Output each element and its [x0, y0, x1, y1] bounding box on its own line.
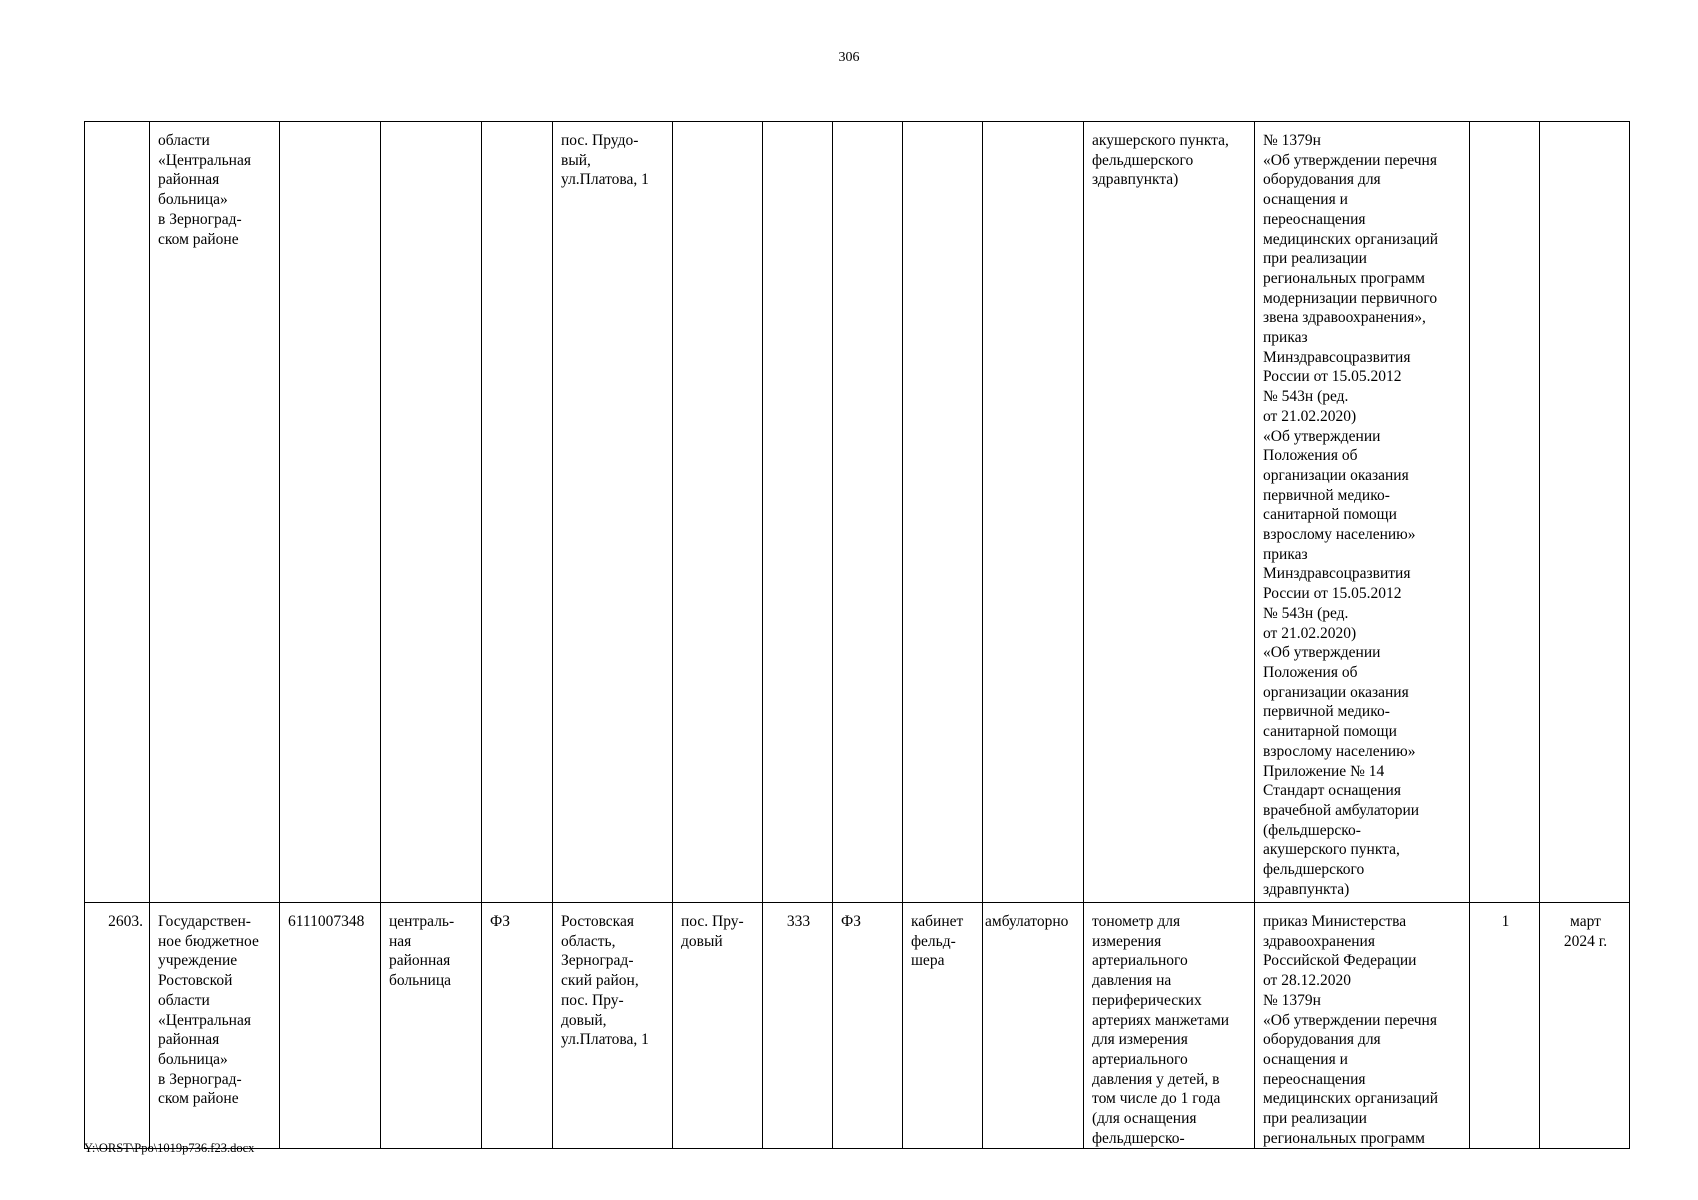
cell-inn	[280, 903, 381, 1149]
cell-institution	[150, 122, 280, 903]
text-line: России от 15.05.2012	[1263, 585, 1402, 603]
text-line: централь-	[389, 913, 455, 930]
text-line: больница	[389, 972, 451, 990]
text-line: пос. Прудо-	[561, 132, 639, 149]
text-line: вый,	[561, 151, 591, 169]
cell-room	[903, 122, 983, 903]
text-line: районная	[158, 171, 220, 189]
text-line: акушерского пункта,	[1263, 841, 1400, 859]
text-line: организации оказания	[1263, 683, 1409, 701]
text-line: приказ	[1263, 329, 1308, 347]
text-line: модернизации первичного	[1263, 289, 1438, 307]
text-line: Зерноград-	[561, 952, 634, 970]
text-line: довый,	[561, 1011, 607, 1029]
text-line: медицинских организаций	[1263, 230, 1439, 248]
text-line: «Об утверждении	[1263, 644, 1381, 662]
text-line: звена здравоохранения»,	[1263, 309, 1426, 327]
text-line: учреждение	[158, 952, 238, 970]
text-line: пос. Пру-	[681, 913, 744, 930]
text-line: организации оказания	[1263, 466, 1409, 484]
text-line: оборудования для	[1263, 171, 1381, 189]
table-row	[85, 903, 1630, 1149]
text-line: для измерения	[1092, 1031, 1188, 1049]
text-line: больница»	[158, 191, 228, 209]
table-row	[85, 122, 1630, 903]
text-line: шера	[911, 952, 945, 970]
text-line: тонометр для	[1092, 913, 1181, 930]
cell-count	[763, 903, 833, 1149]
text-line: переоснащения	[1263, 210, 1366, 228]
cell-equipment	[1084, 903, 1255, 1149]
text-line: ском районе	[158, 1090, 239, 1108]
text-line: ском районе	[158, 230, 239, 248]
text-line: приказ Министерства	[1263, 913, 1407, 930]
text-line: в Зерноград-	[158, 210, 242, 228]
cell-room	[903, 903, 983, 1149]
text-line: «Центральная	[158, 151, 251, 169]
text-line: довый	[681, 932, 723, 950]
text-line: при реализации	[1263, 1110, 1367, 1128]
text-line: артериального	[1092, 1050, 1188, 1068]
text-line: области	[158, 132, 210, 149]
text-line: артериях манжетами	[1092, 1011, 1230, 1029]
cell-equipment	[1084, 122, 1255, 903]
cell-locality	[673, 122, 763, 903]
cell-count	[763, 122, 833, 903]
care-form-value: амбулаторно	[985, 913, 1069, 930]
text-line: ул.Платова, 1	[561, 1031, 649, 1049]
text-line: измерения	[1092, 932, 1162, 950]
text-line: Положения об	[1263, 447, 1358, 465]
cell-quantity	[1470, 903, 1540, 1149]
cell-code-2	[833, 122, 903, 903]
text-line: оснащения и	[1263, 191, 1348, 209]
cell-date	[1540, 903, 1630, 1149]
text-line: первичной медико-	[1263, 703, 1390, 721]
text-line: взрослому населению»	[1263, 526, 1416, 544]
inn-value: 6111007348	[288, 913, 365, 930]
text-line: Государствен-	[158, 913, 251, 930]
text-line: региональных программ	[1263, 269, 1425, 287]
text-line: ул.Платова, 1	[561, 171, 649, 189]
text-line: оборудования для	[1263, 1031, 1381, 1049]
cell-number	[85, 903, 150, 1149]
code-2-value: ФЗ	[841, 913, 862, 930]
text-line: врачебной амбулатории	[1263, 801, 1420, 819]
text-line: № 1379н	[1263, 132, 1321, 149]
row-number: 2603.	[108, 913, 143, 930]
cell-locality	[673, 903, 763, 1149]
text-line: ное бюджетное	[158, 932, 259, 950]
text-line: № 1379н	[1263, 991, 1321, 1009]
quantity-value: 1	[1501, 913, 1510, 930]
text-line: (для оснащения	[1092, 1110, 1197, 1128]
text-line: № 543н (ред.	[1263, 604, 1349, 622]
text-line: периферических	[1092, 991, 1202, 1009]
cell-address	[553, 122, 673, 903]
text-line: приказ	[1263, 545, 1308, 563]
text-line: давления на	[1092, 972, 1172, 990]
text-line: переоснащения	[1263, 1070, 1366, 1088]
text-line: область,	[561, 932, 616, 950]
text-line: районная	[389, 952, 451, 970]
text-line: от 28.12.2020	[1263, 972, 1351, 990]
text-line: давления у детей, в	[1092, 1070, 1220, 1088]
text-line: Стандарт оснащения	[1263, 782, 1401, 800]
text-line: Ростовской	[158, 972, 233, 990]
text-line: пос. Пру-	[561, 991, 624, 1009]
text-line: Минздравсоцразвития	[1263, 348, 1411, 366]
text-line: № 543н (ред.	[1263, 388, 1349, 406]
text-line: Приложение № 14	[1263, 762, 1385, 780]
cell-number	[85, 122, 150, 903]
page-number: 306	[838, 50, 860, 65]
text-line: фельдшерского	[1263, 861, 1365, 879]
document-table	[84, 121, 1630, 1149]
text-line: санитарной помощи	[1263, 723, 1397, 741]
text-line: России от 15.05.2012	[1263, 368, 1402, 386]
text-line: Положения об	[1263, 663, 1358, 681]
text-line: ский район,	[561, 972, 639, 990]
text-line: санитарной помощи	[1263, 506, 1397, 524]
text-line: артериального	[1092, 952, 1188, 970]
cell-inn	[280, 122, 381, 903]
text-line: оснащения и	[1263, 1050, 1348, 1068]
text-line: том числе до 1 года	[1092, 1090, 1221, 1108]
cell-code	[482, 122, 553, 903]
text-line: здравпункта)	[1263, 880, 1350, 898]
text-line: Ростовская	[561, 913, 634, 930]
cell-address	[553, 903, 673, 1149]
text-line: «Об утверждении перечня	[1263, 1011, 1437, 1029]
text-line: фельдшерско-	[1092, 1129, 1185, 1147]
text-line: фельдшерского	[1092, 151, 1194, 169]
text-line: март	[1570, 913, 1601, 930]
text-line: региональных программ	[1263, 1129, 1425, 1147]
cell-code	[482, 903, 553, 1149]
footer-file-path: Y:\ORST\Ppo\1019p736.f23.docx	[84, 1141, 255, 1155]
cell-care-form	[983, 122, 1084, 903]
cell-code-2	[833, 903, 903, 1149]
text-line: Российской Федерации	[1263, 952, 1417, 970]
text-line: области	[158, 991, 210, 1009]
text-line: «Об утверждении	[1263, 427, 1381, 445]
cell-date	[1540, 122, 1630, 903]
cell-quantity	[1470, 122, 1540, 903]
text-line: акушерского пункта,	[1092, 132, 1229, 149]
cell-regulation	[1255, 122, 1470, 903]
cell-org-type	[381, 903, 482, 1149]
text-line: фельд-	[911, 932, 956, 950]
text-line: здравоохранения	[1263, 932, 1375, 950]
text-line: больница»	[158, 1050, 228, 1068]
text-line: в Зерноград-	[158, 1070, 242, 1088]
cell-regulation	[1255, 903, 1470, 1149]
text-line: 2024 г.	[1563, 932, 1608, 950]
text-line: здравпункта)	[1092, 171, 1179, 189]
cell-care-form	[983, 903, 1084, 1149]
count-value: 333	[786, 913, 811, 930]
cell-institution	[150, 903, 280, 1149]
text-line: при реализации	[1263, 250, 1367, 268]
text-line: первичной медико-	[1263, 486, 1390, 504]
cell-org-type	[381, 122, 482, 903]
text-line: районная	[158, 1031, 220, 1049]
text-line: «Центральная	[158, 1011, 251, 1029]
text-line: «Об утверждении перечня	[1263, 151, 1437, 169]
text-line: Минздравсоцразвития	[1263, 565, 1411, 583]
text-line: от 21.02.2020)	[1263, 624, 1357, 642]
text-line: кабинет	[911, 913, 964, 930]
text-line: медицинских организаций	[1263, 1090, 1439, 1108]
text-line: взрослому населению»	[1263, 742, 1416, 760]
text-line: ная	[389, 932, 412, 950]
text-line: от 21.02.2020)	[1263, 407, 1357, 425]
text-line: (фельдшерско-	[1263, 821, 1361, 839]
code-value: ФЗ	[490, 913, 511, 930]
